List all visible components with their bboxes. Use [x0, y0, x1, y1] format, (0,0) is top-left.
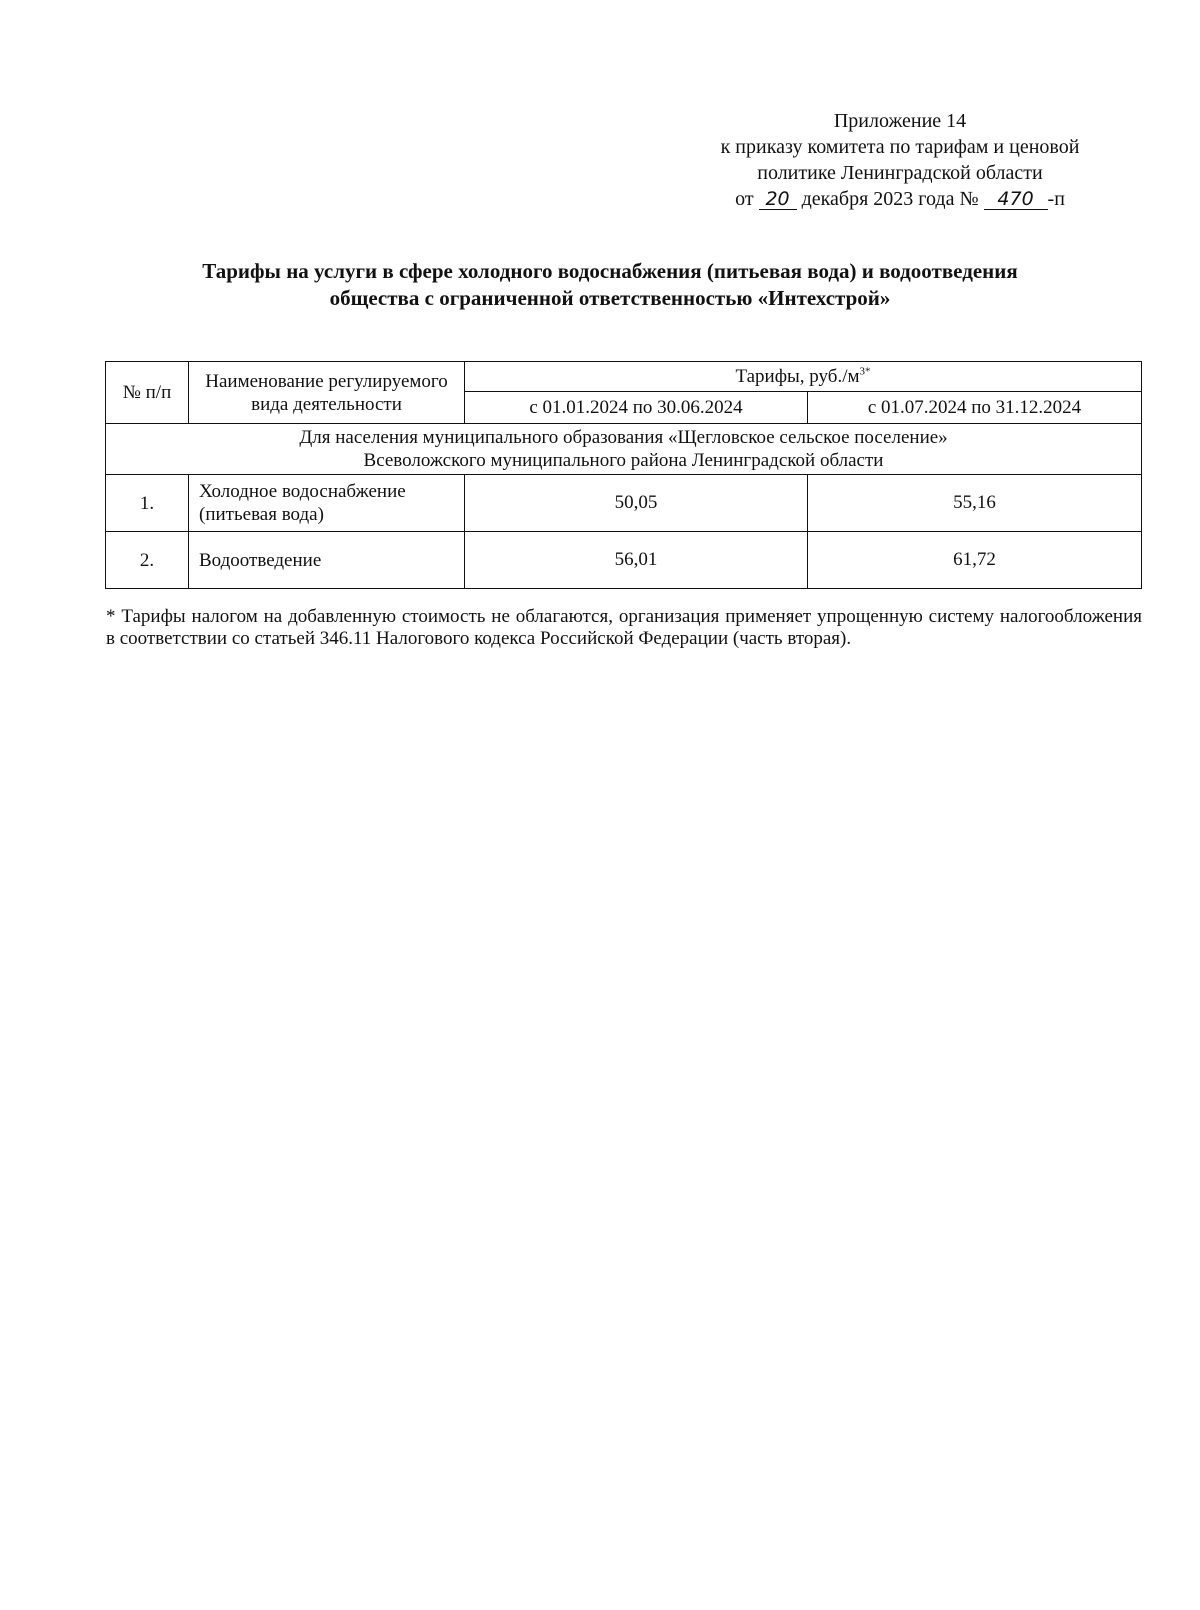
header-tariffs-label: Тарифы, руб./м	[735, 366, 860, 387]
table-row	[106, 532, 1142, 589]
row-tariff-period-2: 55,16	[808, 475, 1142, 532]
table-header-row	[106, 362, 1142, 392]
header-num: № п/п	[106, 362, 189, 424]
appendix-number: Приложение 14	[833, 110, 967, 132]
handwritten-order-number: 470	[984, 189, 1048, 210]
header-tariffs-unit-sup: 3*	[859, 365, 871, 378]
row-tariff-period-1: 56,01	[465, 532, 808, 589]
table-group-row	[106, 424, 1142, 475]
row-tariff-period-2: 61,72	[808, 532, 1142, 589]
title-line-1: Тарифы на услуги в сфере холодного водоснабжения (питьевая вода) и водоотведения	[202, 259, 1018, 283]
group-label-line-2: Всеволожского муниципального района Ленинградской области	[363, 450, 884, 471]
tariff-table	[105, 361, 1142, 589]
footnote: * Тарифы налогом на добавленную стоимость не облагаются, организация применяет упрощенную систему налогообложения в соответствии со статьей 346.11 Налогового кодекса Российской Федерации (часть вторая).	[106, 606, 1142, 649]
row-activity-name: Водоотведение	[189, 532, 465, 589]
appendix-header	[660, 108, 1140, 212]
appendix-order-ref: к приказу комитета по тарифам и ценовой	[720, 136, 1080, 158]
row-activity-name: Холодное водоснабжение (питьевая вода)	[189, 475, 465, 532]
header-tariffs	[465, 362, 1142, 392]
date-prefix: от	[735, 188, 754, 210]
row-num: 2.	[106, 532, 189, 589]
header-activity-name: Наименование регулируемого вида деятельности	[189, 362, 465, 424]
date-middle: декабря 2023 года №	[801, 188, 979, 210]
appendix-authority: политике Ленинградской области	[757, 162, 1043, 184]
header-period-1: с 01.01.2024 по 30.06.2024	[465, 392, 808, 424]
group-label-line-1: Для населения муниципального образования «Щегловское сельское поселение»	[299, 427, 948, 448]
header-period-2: с 01.07.2024 по 31.12.2024	[808, 392, 1142, 424]
title-line-2: общества с ограниченной ответственностью «Интехстрой»	[329, 286, 891, 310]
handwritten-day: 20	[759, 189, 797, 210]
appendix-date-line	[660, 186, 1140, 212]
document-title	[110, 258, 1110, 312]
table-row	[106, 475, 1142, 532]
row-tariff-period-1: 50,05	[465, 475, 808, 532]
order-suffix: -п	[1047, 188, 1065, 210]
row-num: 1.	[106, 475, 189, 532]
group-label	[106, 424, 1142, 475]
